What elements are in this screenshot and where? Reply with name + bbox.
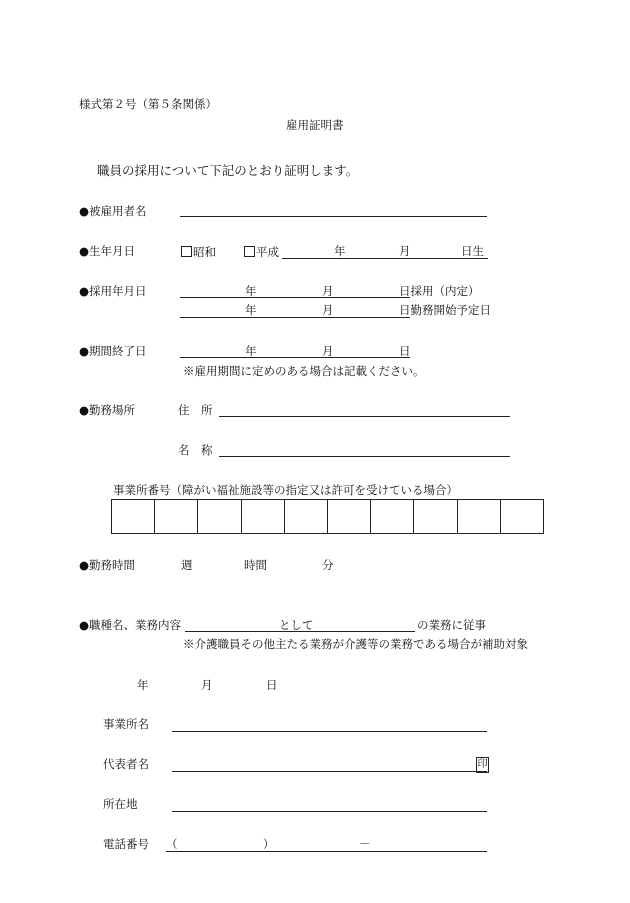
birth-date-field[interactable]	[282, 258, 488, 259]
hire-month-unit: 月	[322, 284, 334, 298]
issuer-address-label: 所在地	[103, 797, 138, 811]
issuer-representative-label: 代表者名	[103, 757, 149, 771]
issuer-phone-label: 電話番号	[103, 837, 149, 851]
birth-year-unit: 年	[334, 244, 346, 258]
phone-dash: －	[359, 837, 371, 851]
birth-date-label: ●生年月日	[79, 244, 136, 258]
workplace-name-label: 名 称	[178, 443, 213, 457]
end-date-label: ●期間終了日	[79, 344, 147, 358]
work-hours-week: 週	[181, 558, 193, 572]
work-hours-label: ●勤務時間	[79, 558, 136, 572]
checkbox-icon	[244, 246, 255, 257]
form-number: 様式第２号（第５条関係）	[79, 97, 217, 111]
showa-option[interactable]: 昭和	[181, 246, 216, 259]
employee-name-label: ●被雇用者名	[79, 204, 147, 218]
end-day-unit: 日	[399, 344, 411, 358]
start-year-unit: 年	[245, 303, 257, 317]
heisei-option[interactable]: 平成	[244, 246, 279, 259]
signature-year-unit: 年	[137, 678, 149, 692]
office-number-label: 事業所番号（障がい福祉施設等の指定又は許可を受けている場合）	[113, 483, 458, 497]
signature-day-unit: 日	[266, 678, 278, 692]
employee-name-field[interactable]	[180, 216, 487, 217]
issuer-office-name-label: 事業所名	[103, 717, 149, 731]
work-hours-minutes: 分	[322, 558, 334, 572]
office-number-cell[interactable]	[198, 500, 241, 533]
job-note: ※介護職員その他主たる業務が介護等の業務である場合が補助対象	[183, 637, 528, 651]
office-number-cell[interactable]	[414, 500, 457, 533]
office-number-cell[interactable]	[242, 500, 285, 533]
end-month-unit: 月	[322, 344, 334, 358]
job-label: ●職種名、業務内容	[79, 618, 182, 632]
issuer-representative-field[interactable]	[172, 771, 487, 772]
office-number-cell[interactable]	[285, 500, 328, 533]
job-field[interactable]	[185, 631, 415, 632]
seal-icon: 印	[476, 757, 489, 773]
issuer-office-name-field[interactable]	[172, 731, 487, 732]
hire-year-unit: 年	[245, 284, 257, 298]
workplace-address-field[interactable]	[219, 416, 510, 417]
office-number-cell[interactable]	[501, 500, 543, 533]
issuer-address-field[interactable]	[172, 811, 487, 812]
checkbox-icon	[181, 246, 192, 257]
workplace-label: ●勤務場所	[79, 403, 136, 417]
workplace-name-field[interactable]	[219, 456, 510, 457]
office-number-cell[interactable]	[155, 500, 198, 533]
issuer-phone-field[interactable]	[166, 851, 487, 852]
intro-text: 職員の採用について下記のとおり証明します。	[97, 163, 359, 178]
hire-day-unit: 日採用（内定）	[399, 284, 480, 298]
office-number-cell[interactable]	[458, 500, 501, 533]
phone-open-paren: （	[166, 837, 178, 851]
job-engaged-text: の業務に従事	[417, 618, 486, 632]
office-number-cell[interactable]	[371, 500, 414, 533]
start-month-unit: 月	[322, 303, 334, 317]
workplace-address-label: 住 所	[178, 403, 213, 417]
start-day-unit: 日勤務開始予定日	[399, 303, 491, 317]
office-number-cell[interactable]	[112, 500, 155, 533]
hire-date-label: ●採用年月日	[79, 284, 147, 298]
birth-day-unit: 日生	[461, 244, 484, 258]
office-number-cell[interactable]	[328, 500, 371, 533]
hire-date-field[interactable]	[180, 297, 410, 298]
phone-close-paren: ）	[263, 837, 275, 851]
office-number-grid	[111, 499, 544, 534]
signature-month-unit: 月	[201, 678, 213, 692]
start-date-field[interactable]	[180, 317, 410, 318]
end-date-note: ※雇用期間に定めのある場合は記載ください。	[183, 364, 425, 378]
end-date-field[interactable]	[180, 357, 410, 358]
document-title: 雇用証明書	[286, 118, 344, 132]
job-as-text: として	[279, 618, 314, 632]
work-hours-hours: 時間	[244, 558, 267, 572]
birth-month-unit: 月	[399, 244, 411, 258]
end-year-unit: 年	[245, 344, 257, 358]
